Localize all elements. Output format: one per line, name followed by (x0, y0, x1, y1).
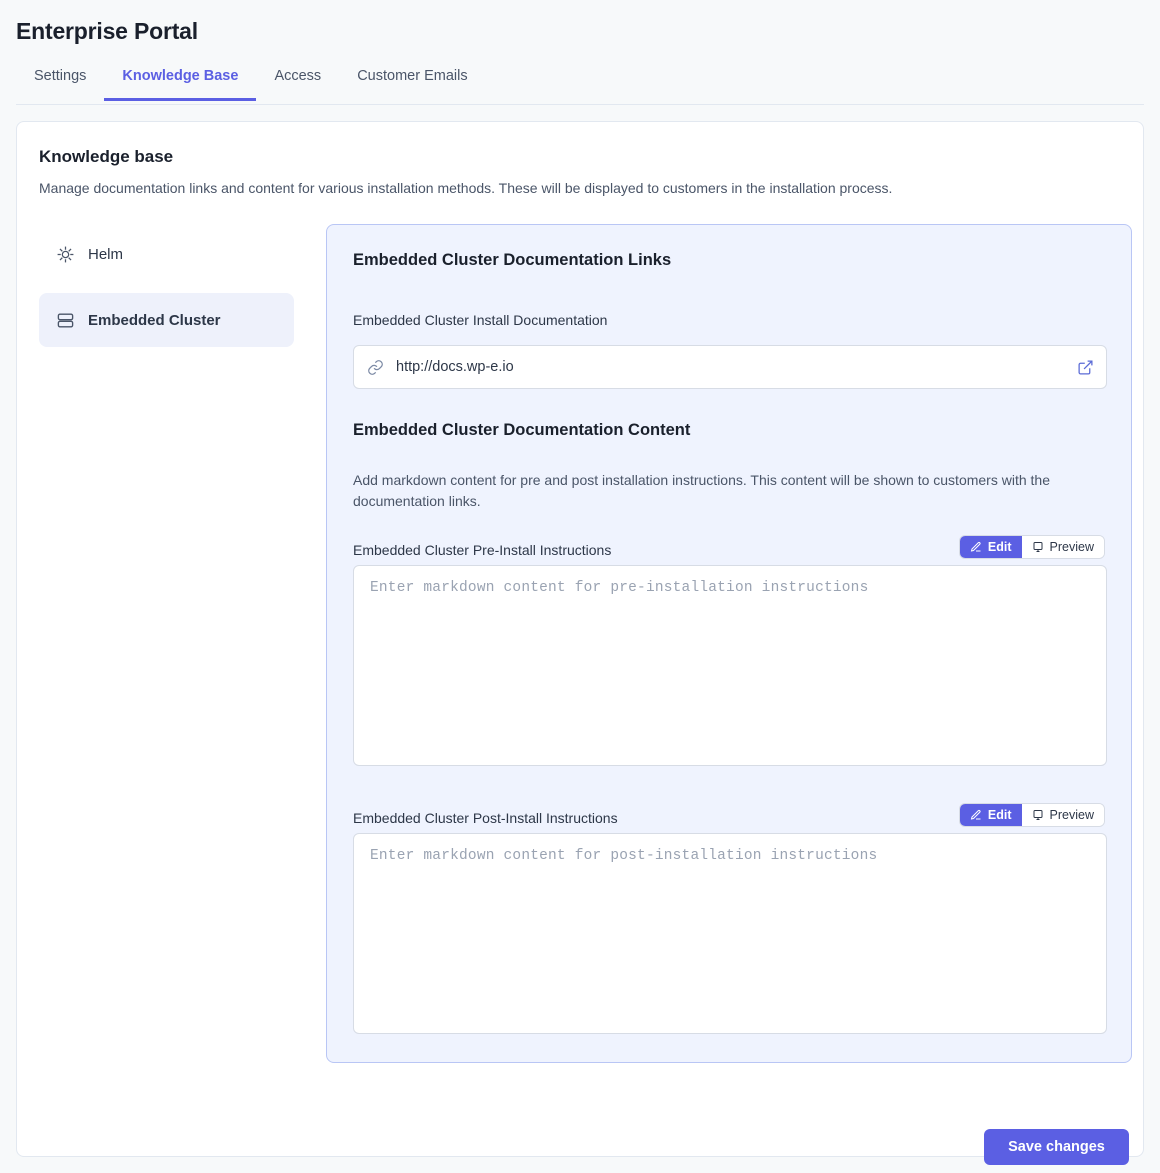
post-install-label: Embedded Cluster Post-Install Instructions (353, 810, 618, 826)
pre-install-textarea[interactable] (353, 565, 1107, 766)
edit-icon (970, 809, 982, 821)
post-install-edit-button[interactable] (960, 804, 1022, 826)
install-doc-input[interactable] (394, 358, 1076, 376)
tab-access[interactable]: Access (274, 68, 322, 84)
post-install-textarea[interactable] (353, 833, 1107, 1034)
header-divider (16, 104, 1144, 105)
install-doc-input-row[interactable] (353, 345, 1107, 389)
documentation-content-heading: Embedded Cluster Documentation Content (353, 421, 691, 439)
card-title: Knowledge base (39, 147, 174, 166)
page-title: Enterprise Portal (16, 18, 198, 44)
sidebar-item-helm[interactable] (39, 227, 294, 281)
tab-settings[interactable]: Settings (34, 68, 87, 84)
post-install-edit-label: Edit (987, 808, 1012, 822)
pre-install-label: Embedded Cluster Pre-Install Instructions (353, 542, 612, 558)
documentation-links-heading: Embedded Cluster Documentation Links (353, 251, 672, 269)
post-install-preview-label: Preview (1049, 808, 1094, 822)
pre-install-mode-toggle (959, 535, 1105, 559)
tab-knowledge-base[interactable]: Knowledge Base (104, 60, 256, 101)
method-sidebar (39, 227, 294, 347)
server-stack-icon (55, 310, 75, 330)
pre-install-edit-label: Edit (987, 540, 1012, 554)
external-link-icon[interactable] (1076, 358, 1094, 376)
preview-icon (1032, 541, 1044, 553)
post-install-mode-toggle (959, 803, 1105, 827)
main-tabs (16, 60, 486, 101)
tab-customer-emails[interactable]: Customer Emails (357, 68, 468, 84)
link-icon (366, 358, 384, 376)
pre-install-preview-label: Preview (1049, 540, 1094, 554)
helm-icon (55, 244, 75, 264)
sidebar-item-label-embedded-cluster: Embedded Cluster (88, 311, 221, 329)
embedded-cluster-panel (326, 224, 1132, 1063)
preview-icon (1032, 809, 1044, 821)
save-changes-button[interactable]: Save changes (984, 1129, 1129, 1165)
pre-install-preview-button[interactable] (1022, 536, 1104, 558)
sidebar-item-label-helm: Helm (88, 245, 124, 263)
post-install-preview-button[interactable] (1022, 804, 1104, 826)
sidebar-item-embedded-cluster[interactable] (39, 293, 294, 347)
knowledge-base-card (16, 121, 1144, 1157)
pre-install-edit-button[interactable] (960, 536, 1022, 558)
documentation-content-description: Add markdown content for pre and post installation instructions. This content will be shown to customers with the documentation links. (353, 472, 1050, 509)
install-doc-label: Embedded Cluster Install Documentation (353, 312, 608, 328)
edit-icon (970, 541, 982, 553)
card-description: Manage documentation links and content for various installation methods. These will be displayed to customers in the installation process. (39, 180, 893, 196)
